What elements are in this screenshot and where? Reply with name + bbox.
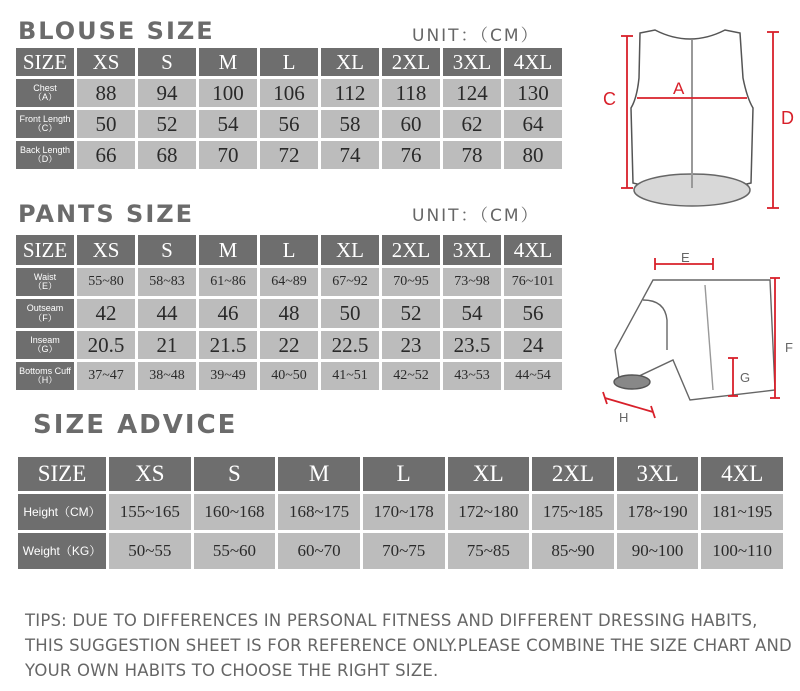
row-label	[16, 268, 74, 296]
table-cell: 58	[321, 110, 379, 138]
table-cell: 22	[260, 331, 318, 359]
table-cell: 64~89	[260, 268, 318, 296]
table-cell: 48	[260, 299, 318, 328]
table-cell: 112	[321, 79, 379, 107]
table-cell: 73~98	[443, 268, 501, 296]
table-cell: 100	[199, 79, 257, 107]
size-column-header: L	[260, 235, 318, 265]
table-cell: 172~180	[448, 494, 530, 530]
row-label-name: Inseam	[30, 334, 60, 345]
table-cell: 39~49	[199, 362, 257, 390]
size-column-header: M	[199, 48, 257, 76]
table-cell: 118	[382, 79, 440, 107]
table-cell: 66	[77, 141, 135, 169]
row-label-code: （G）	[32, 344, 58, 354]
table-cell: 88	[77, 79, 135, 107]
table-cell: 100~110	[701, 533, 783, 569]
table-cell: 70~75	[363, 533, 445, 569]
table-cell: 155~165	[109, 494, 191, 530]
blouse-size-table	[16, 48, 562, 169]
table-cell: 37~47	[77, 362, 135, 390]
row-label	[16, 362, 74, 390]
pants-diagram	[595, 240, 800, 430]
table-cell: 94	[138, 79, 196, 107]
size-column-header: 3XL	[443, 235, 501, 265]
size-column-header: S	[138, 48, 196, 76]
table-cell: 78	[443, 141, 501, 169]
table-cell: 58~83	[138, 268, 196, 296]
table-cell: 43~53	[443, 362, 501, 390]
pants-unit: UNIT：（CM）	[412, 206, 540, 226]
row-label-name: Outseam	[26, 303, 64, 314]
table-cell: 55~60	[194, 533, 276, 569]
table-cell: 21.5	[199, 331, 257, 359]
advice-title: SIZE ADVICE	[33, 410, 238, 440]
size-column-header: XS	[77, 235, 135, 265]
size-column-header: XL	[448, 457, 530, 491]
size-column-header: 3XL	[443, 48, 501, 76]
table-cell: 62	[443, 110, 501, 138]
row-label-name: Front Length	[19, 113, 71, 124]
diagram-label-e: E	[681, 250, 690, 265]
size-column-header: XS	[109, 457, 191, 491]
row-label-code: （D）	[32, 154, 58, 164]
table-cell: 54	[199, 110, 257, 138]
table-cell: 56	[504, 299, 562, 328]
pants-title: PANTS SIZE	[18, 200, 195, 228]
table-cell: 178~190	[617, 494, 699, 530]
table-cell: 24	[504, 331, 562, 359]
size-header-cell: SIZE	[16, 235, 74, 265]
table-cell: 60	[382, 110, 440, 138]
row-label-name: Waist	[33, 271, 57, 282]
blouse-diagram	[585, 18, 800, 218]
table-cell: 41~51	[321, 362, 379, 390]
diagram-label-h: H	[619, 410, 629, 425]
diagram-label-c: C	[603, 89, 616, 109]
table-cell: 70~95	[382, 268, 440, 296]
table-cell: 20.5	[77, 331, 135, 359]
table-cell: 70	[199, 141, 257, 169]
table-cell: 124	[443, 79, 501, 107]
table-cell: 44~54	[504, 362, 562, 390]
size-column-header: 4XL	[504, 48, 562, 76]
diagram-label-f: F	[785, 340, 793, 355]
table-cell: 44	[138, 299, 196, 328]
row-label	[16, 110, 74, 138]
size-column-header: M	[278, 457, 360, 491]
table-cell: 50	[77, 110, 135, 138]
vest-icon	[631, 30, 753, 206]
row-label	[16, 79, 74, 107]
size-column-header: L	[363, 457, 445, 491]
diagram-label-a: A	[673, 79, 685, 98]
size-column-header: XL	[321, 235, 379, 265]
table-cell: 72	[260, 141, 318, 169]
size-column-header: 4XL	[701, 457, 783, 491]
row-label-code: （E）	[32, 281, 57, 291]
table-cell: 54	[443, 299, 501, 328]
row-label-code: （A）	[32, 92, 57, 102]
table-cell: 181~195	[701, 494, 783, 530]
table-cell: 106	[260, 79, 318, 107]
size-column-header: XS	[77, 48, 135, 76]
table-cell: 23.5	[443, 331, 501, 359]
row-label-code: （H）	[32, 375, 58, 385]
table-cell: 42	[77, 299, 135, 328]
pants-size-table	[16, 235, 562, 390]
table-cell: 85~90	[532, 533, 614, 569]
row-label-name: Bottoms Cuff	[19, 365, 71, 376]
table-cell: 55~80	[77, 268, 135, 296]
blouse-title: BLOUSE SIZE	[18, 17, 215, 45]
table-cell: 40~50	[260, 362, 318, 390]
size-advice-table	[18, 457, 783, 569]
table-cell: 168~175	[278, 494, 360, 530]
table-cell: 52	[138, 110, 196, 138]
size-column-header: 2XL	[382, 235, 440, 265]
size-column-header: 2XL	[532, 457, 614, 491]
table-cell: 56	[260, 110, 318, 138]
table-cell: 22.5	[321, 331, 379, 359]
table-cell: 61~86	[199, 268, 257, 296]
table-cell: 64	[504, 110, 562, 138]
table-cell: 60~70	[278, 533, 360, 569]
table-cell: 76	[382, 141, 440, 169]
table-cell: 170~178	[363, 494, 445, 530]
shorts-icon	[614, 280, 775, 400]
row-label	[16, 331, 74, 359]
row-label	[16, 299, 74, 328]
row-label-name: Back Length	[19, 144, 71, 155]
size-column-header: 2XL	[382, 48, 440, 76]
row-label-code: （C）	[32, 123, 58, 133]
row-label-name: Chest	[33, 82, 57, 93]
size-column-header: 4XL	[504, 235, 562, 265]
table-cell: 46	[199, 299, 257, 328]
size-column-header: XL	[321, 48, 379, 76]
table-cell: 38~48	[138, 362, 196, 390]
table-cell: 74	[321, 141, 379, 169]
tips-text: TIPS: DUE TO DIFFERENCES IN PERSONAL FITNESS AND DIFFERENT DRESSING HABITS, THIS SUGGESTION SHEET IS FOR REFERENCE ONLY.PLEASE COMBINE THE SIZE CHART AND YOUR OWN HABITS TO CHOOSE THE RIGHT SIZE.	[25, 611, 792, 680]
table-cell: 90~100	[617, 533, 699, 569]
table-cell: 68	[138, 141, 196, 169]
blouse-unit: UNIT：（CM）	[412, 26, 540, 46]
table-cell: 75~85	[448, 533, 530, 569]
row-label	[16, 141, 74, 169]
size-column-header: M	[199, 235, 257, 265]
table-cell: 76~101	[504, 268, 562, 296]
row-label: Height（CM）	[18, 494, 106, 530]
diagram-label-g: G	[740, 370, 751, 385]
size-header-cell: SIZE	[16, 48, 74, 76]
row-label: Weight（KG）	[18, 533, 106, 569]
size-header-cell: SIZE	[18, 457, 106, 491]
table-cell: 130	[504, 79, 562, 107]
row-label-code: （F）	[33, 312, 57, 323]
table-cell: 52	[382, 299, 440, 328]
table-cell: 23	[382, 331, 440, 359]
table-cell: 175~185	[532, 494, 614, 530]
size-column-header: L	[260, 48, 318, 76]
table-cell: 21	[138, 331, 196, 359]
diagram-label-d: D	[781, 108, 794, 128]
table-cell: 50	[321, 299, 379, 328]
size-column-header: 3XL	[617, 457, 699, 491]
table-cell: 80	[504, 141, 562, 169]
table-cell: 42~52	[382, 362, 440, 390]
table-cell: 67~92	[321, 268, 379, 296]
table-cell: 160~168	[194, 494, 276, 530]
size-column-header: S	[138, 235, 196, 265]
size-column-header: S	[194, 457, 276, 491]
table-cell: 50~55	[109, 533, 191, 569]
